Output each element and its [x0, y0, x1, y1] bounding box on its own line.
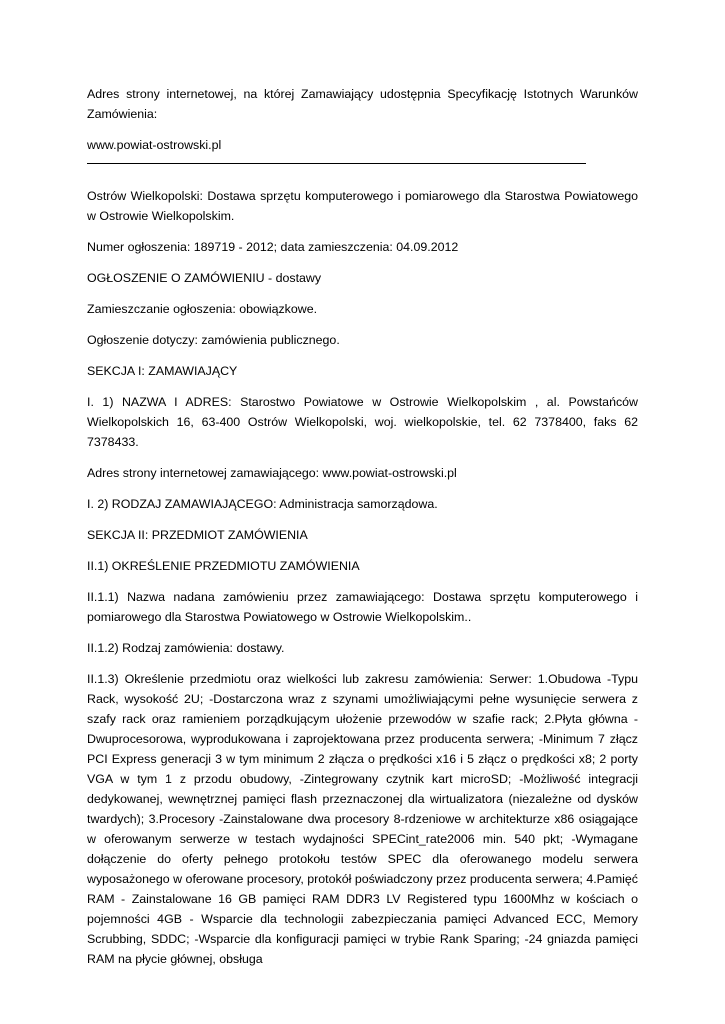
- notice-type: OGŁOSZENIE O ZAMÓWIENIU - dostawy: [87, 271, 322, 285]
- section1-type: I. 2) RODZAJ ZAMAWIAJĄCEGO: Administracja samorządowa.: [87, 497, 438, 511]
- section1-heading: SEKCJA I: ZAMAWIAJĄCY: [87, 364, 238, 378]
- section2-subheading: II.1) OKREŚLENIE PRZEDMIOTU ZAMÓWIENIA: [87, 559, 360, 573]
- section2-order-description: II.1.3) Określenie przedmiotu oraz wielkości lub zakresu zamówienia: Serwer: 1.Obudowa -Typu Rack, wysokość 2U; -Dostarczona wraz z szynami umożliwiającymi pełne wysunięcie serwera z szafy rack oraz ramieniem porządkującym ułożenie przewodów w szafie rack; 2.Płyta główna - Dwuprocesorowa, wyprodukowana i zaprojektowana przez producenta serwera; -Minimum 7 złącz PCI Express generacji 3 w tym minimum 2 złącza o prędkości x16 i 5 złącz o prędkości x8; 2 porty VGA w tym 1 z przodu obudowy, -Zintegrowany czytnik kart microSD; -Możliwość integracji dedykowanej, wewnętrznej pamięci flash przeznaczonej dla wirtualizatora (niezależne od dysków twardych); 3.Procesory -Zainstalowane dwa procesory 8-rdzeniowe w architekturze x86 osiągające w oferowanym serwerze w testach wydajności SPECint_rate2006 min. 540 pkt; -Wymagane dołączenie do oferty pełnego protokołu testów SPEC dla oferowanego modelu serwera wyposażonego w oferowane procesory, protokół poświadczony przez producenta serwera; 4.Pamięć RAM - Zainstalowane 16 GB pamięci RAM DDR3 LV Registered typu 1600Mhz w kościach o pojemności 4GB - Wsparcie dla technologii zabezpieczania pamięci Advanced ECC, Memory Scrubbing, SDDC; -Wsparcie dla konfiguracji pamięci w trybie Rank Sparing; -24 gniazda pamięci RAM na płycie głównej, obsługa: [87, 672, 638, 966]
- publication-requirement: Zamieszczanie ogłoszenia: obowiązkowe.: [87, 302, 318, 316]
- section1-website: Adres strony internetowej zamawiającego: www.powiat-ostrowski.pl: [87, 466, 457, 480]
- notice-concerns: Ogłoszenie dotyczy: zamówienia publicznego.: [87, 333, 340, 347]
- section2-order-kind: II.1.2) Rodzaj zamówienia: dostawy.: [87, 641, 285, 655]
- section2-order-name: II.1.1) Nazwa nadana zamówieniu przez zamawiającego: Dostawa sprzętu komputerowego i pomiarowego dla Starostwa Powiatowego w Ostrowie Wielkopolskim..: [87, 590, 638, 624]
- section1-name-address: I. 1) NAZWA I ADRES: Starostwo Powiatowe w Ostrowie Wielkopolskim , al. Powstańców Wielkopolskich 16, 63-400 Ostrów Wielkopolski, woj. wielkopolskie, tel. 62 7378400, faks 62 7378433.: [87, 395, 638, 449]
- title-line: Ostrów Wielkopolski: Dostawa sprzętu komputerowego i pomiarowego dla Starostwa Powiatowego w Ostrowie Wielkopolskim.: [87, 189, 638, 223]
- intro-address-label: Adres strony internetowej, na której Zamawiający udostępnia Specyfikację Istotnych Warunków Zamówienia:: [87, 87, 638, 121]
- intro-url: www.powiat-ostrowski.pl: [87, 138, 222, 152]
- section2-heading: SEKCJA II: PRZEDMIOT ZAMÓWIENIA: [87, 528, 308, 542]
- notice-number: Numer ogłoszenia: 189719 - 2012; data zamieszczenia: 04.09.2012: [87, 240, 459, 254]
- horizontal-rule: [87, 163, 586, 164]
